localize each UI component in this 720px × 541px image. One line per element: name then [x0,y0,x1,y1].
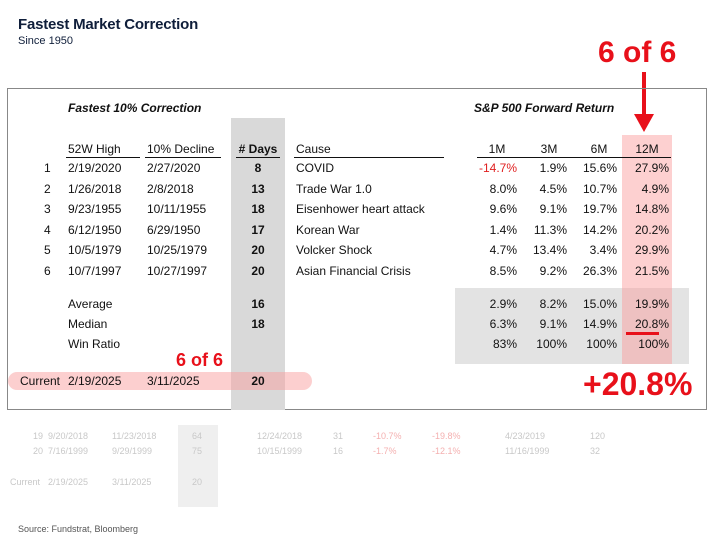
stat-label: Win Ratio [68,337,121,351]
row-decline-date: 6/29/1950 [147,222,201,237]
row-return-6m: 26.3% [582,263,617,278]
background-row-r2: -19.8% [432,431,461,441]
row-cause: Eisenhower heart attack [296,202,425,216]
row-return-12m: 14.8% [634,202,669,216]
col-header-12m: 12M [635,142,659,156]
stat-label: Average [68,297,113,311]
background-row-r2: -12.1% [432,446,461,456]
background-row-decline: 11/23/2018 [112,431,157,441]
stat-return-6m: 100% [586,337,617,351]
row-52w-high: 10/7/1997 [68,263,122,278]
header-rule [145,157,221,158]
row-return-6m: 15.6% [582,161,617,175]
row-days: 13 [251,181,265,196]
top-callout: 6 of 6 [598,36,677,69]
current-days: 20 [251,374,265,388]
row-52w-high: 10/5/1979 [68,243,122,257]
row-52w-high: 9/23/1955 [68,202,122,216]
row-return-3m: 9.1% [539,202,567,216]
row-rank: 3 [44,202,51,216]
current-high: 2/19/2025 [68,374,122,388]
row-days: 20 [251,263,265,278]
stat-return-6m: 14.9% [582,317,617,331]
background-row-rank: 19 [33,431,44,441]
row-return-12m: 27.9% [634,161,669,175]
background-row-recovery: 11/16/1999 [505,446,550,456]
background-current-high: 2/19/2025 [48,477,89,487]
row-cause: COVID [296,161,335,175]
background-row-end: 10/15/1999 [257,446,303,456]
header-rule [66,157,140,158]
row-return-6m: 19.7% [582,202,617,216]
stat-return-6m: 15.0% [582,297,617,311]
stat-return-1m: 2.9% [489,297,517,311]
background-row-d3: 32 [590,446,601,456]
row-return-6m: 14.2% [582,222,617,237]
stat-return-3m: 8.2% [539,297,567,311]
row-return-12m: 20.2% [634,222,669,237]
row-days: 8 [254,161,262,175]
background-row-end: 12/24/2018 [257,431,303,441]
row-return-1m: 8.0% [489,181,517,196]
row-return-3m: 9.2% [539,263,567,278]
row-return-6m: 10.7% [582,181,617,196]
background-row-high: 7/16/1999 [48,446,89,456]
col-header-days: # Days [238,142,278,156]
row-return-3m: 13.4% [532,243,567,257]
background-row-r1: -10.7% [373,431,402,441]
header-rule [294,157,444,158]
background-row-days: 75 [192,446,203,456]
background-row-decline: 9/29/1999 [112,446,153,456]
row-cause: Korean War [296,222,360,237]
background-row-rank: 20 [33,446,44,456]
row-days: 20 [251,243,265,257]
row-rank: 5 [44,243,51,257]
row-return-1m: 1.4% [489,222,517,237]
section-title-forward-return: S&P 500 Forward Return [474,101,615,115]
mid-callout: 6 of 6 [176,350,224,370]
page-title: Fastest Market Correction [18,16,199,33]
stat-return-3m: 9.1% [539,317,567,331]
row-cause: Asian Financial Crisis [296,263,411,278]
section-title-correction: Fastest 10% Correction [68,101,202,115]
row-decline-date: 2/27/2020 [147,161,201,175]
background-row-d3: 120 [590,431,606,441]
row-return-3m: 11.3% [533,222,567,237]
background-row-high: 9/20/2018 [48,431,89,441]
page-subtitle: Since 1950 [18,35,74,47]
row-return-1m: 9.6% [489,202,517,216]
background-current-label: Current [10,477,41,487]
stat-label: Median [68,317,108,331]
stat-return-12m: 19.9% [634,297,669,311]
row-days: 17 [251,222,265,237]
row-cause: Volcker Shock [296,243,373,257]
stat-return-3m: 100% [536,337,567,351]
col-header-cause: Cause [296,142,331,156]
row-rank: 6 [44,263,51,278]
source-note: Source: Fundstrat, Bloomberg [18,524,139,534]
stat-return-1m: 83% [492,337,517,351]
row-return-1m: -14.7% [478,161,517,175]
background-row-days: 64 [192,431,203,441]
stat-days: 16 [251,297,265,311]
row-return-12m: 4.9% [641,181,669,196]
row-return-3m: 1.9% [539,161,567,175]
row-days: 18 [251,202,265,216]
header-rule [236,157,280,158]
background-row-d2: 16 [333,446,344,456]
row-52w-high: 1/26/2018 [68,181,122,196]
row-return-3m: 4.5% [539,181,567,196]
row-cause: Trade War 1.0 [296,181,372,196]
background-current-days: 20 [192,477,203,487]
row-decline-date: 10/27/1997 [147,263,208,278]
background-row-d2: 31 [333,431,344,441]
stat-return-1m: 6.3% [489,317,517,331]
row-return-12m: 29.9% [634,243,669,257]
col-header-1m: 1M [488,142,506,156]
background-current-decline: 3/11/2025 [112,477,152,487]
row-rank: 2 [44,181,51,196]
stat-return-12m: 100% [638,337,669,351]
header-rule [477,157,671,158]
background-row-recovery: 4/23/2019 [505,431,546,441]
row-decline-date: 10/25/1979 [147,243,208,257]
current-decline: 3/11/2025 [147,374,200,388]
col-header-high: 52W High [68,142,121,156]
row-return-1m: 8.5% [489,263,517,278]
row-rank: 4 [44,222,51,237]
row-return-12m: 21.5% [634,263,669,278]
stat-return-12m: 20.8% [634,317,669,331]
col-header-6m: 6M [590,142,608,156]
col-header-decline: 10% Decline [147,142,215,156]
row-rank: 1 [44,161,51,175]
row-decline-date: 10/11/1955 [147,202,207,216]
median-highlight-underline [626,332,659,335]
row-52w-high: 2/19/2020 [68,161,122,175]
col-header-3m: 3M [540,142,558,156]
background-row-r1: -1.7% [373,446,397,456]
current-label: Current [20,374,61,388]
row-return-1m: 4.7% [489,243,517,257]
row-52w-high: 6/12/1950 [68,222,122,237]
big-return-callout: +20.8% [583,366,693,402]
row-decline-date: 2/8/2018 [147,181,194,196]
row-return-6m: 3.4% [589,243,617,257]
stat-days: 18 [251,317,265,331]
